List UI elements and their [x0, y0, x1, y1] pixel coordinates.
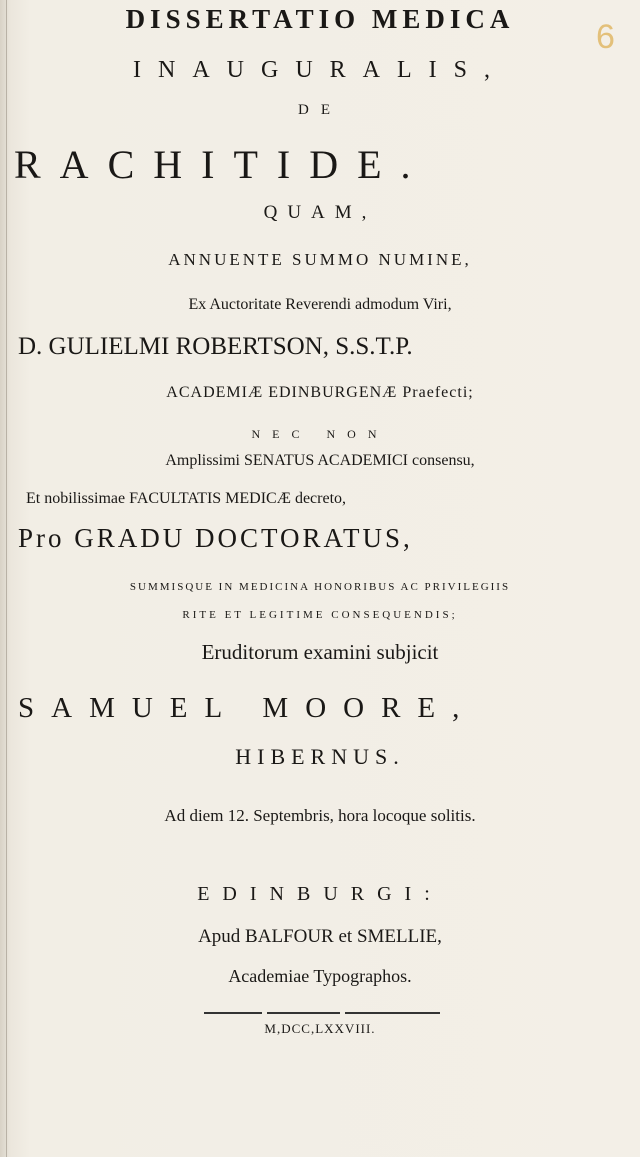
- line-annuente: ANNUENTE SUMMO NUMINE,: [168, 250, 472, 269]
- line-auctoritate: Ex Auctoritate Reverendi admodum Viri,: [188, 296, 452, 313]
- subject-heading: RACHITIDE.: [14, 142, 430, 187]
- line-eruditorum: Eruditorum examini subjicit: [201, 640, 439, 664]
- imprint-city: EDINBURGI:: [197, 883, 443, 905]
- line-gradu-doctoratus: Pro GRADU DOCTORATUS,: [18, 523, 413, 553]
- line-quam: QUAM,: [263, 202, 377, 223]
- imprint-rule: [204, 1012, 440, 1014]
- line-rite: RITE ET LEGITIME CONSEQUENDIS;: [182, 609, 458, 621]
- rule-break: [262, 1012, 267, 1014]
- line-senatus: Amplissimi SENATUS ACADEMICI consensu,: [165, 452, 475, 469]
- imprint-year: M,DCC,LXXVIII.: [264, 1021, 376, 1036]
- author-origin: HIBERNUS.: [235, 744, 405, 769]
- title-line-inauguralis: INAUGURALIS,: [133, 57, 507, 83]
- praeses-name: D. GULIELMI ROBERTSON, S.S.T.P.: [18, 333, 413, 360]
- line-facultatis: Et nobilissimae FACULTATIS MEDICÆ decreto,: [26, 490, 347, 507]
- rule-break: [340, 1012, 345, 1014]
- author-name: SAMUEL MOORE,: [18, 692, 477, 724]
- line-date: Ad diem 12. Septembris, hora locoque solitis.: [164, 806, 476, 825]
- line-nec-non: NEC NON: [251, 427, 389, 441]
- imprint-printers: Apud BALFOUR et SMELLIE,: [198, 926, 442, 947]
- imprint-role: Academiae Typographos.: [228, 966, 412, 986]
- line-summisque: SUMMISQUE IN MEDICINA HONORIBUS AC PRIVILEGIIS: [129, 581, 511, 593]
- pencil-margin-mark: 6: [596, 18, 615, 56]
- title-line-dissertatio: DISSERTATIO MEDICA: [125, 4, 515, 34]
- line-academiae: ACADEMIÆ EDINBURGENÆ Praefecti;: [166, 384, 474, 401]
- title-line-de: DE: [298, 102, 342, 118]
